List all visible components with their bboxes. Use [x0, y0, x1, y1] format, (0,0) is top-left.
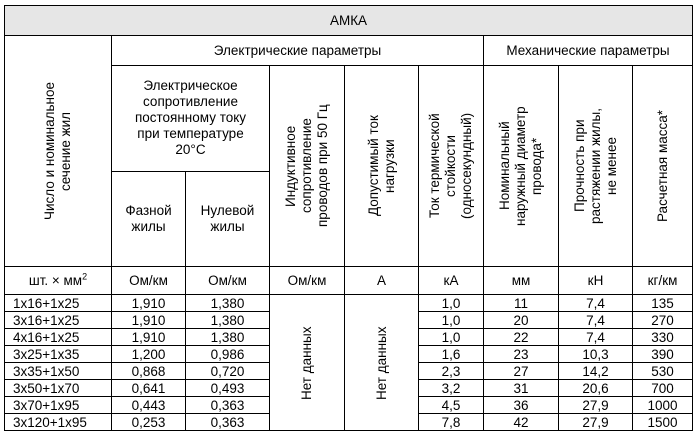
cell-thermal: 1,0 [419, 295, 484, 312]
cell-current-no-data-text: Нет данных [373, 325, 389, 400]
cell-thermal: 4,5 [419, 397, 484, 414]
header-count-section-text: Число и номинальное сечение жил [42, 82, 73, 220]
cell-mass: 270 [633, 312, 693, 329]
cell-thermal: 2,3 [419, 363, 484, 380]
cell-neutral: 0,720 [186, 363, 270, 380]
cell-strength: 7,4 [559, 295, 633, 312]
cell-phase: 0,868 [112, 363, 186, 380]
cell-inductive-no-data-text: Нет данных [299, 325, 314, 400]
cell-section: 3х16+1х25 [5, 312, 112, 329]
cell-diameter: 11 [484, 295, 559, 312]
header-thermal [419, 66, 484, 267]
unit-inductive: Ом/км [270, 267, 345, 295]
cell-section: 3х120+1х95 [5, 414, 112, 431]
cell-thermal: 1,6 [419, 346, 484, 363]
header-mass [633, 66, 693, 267]
cell-diameter: 20 [484, 312, 559, 329]
cell-phase: 1,910 [112, 329, 186, 346]
cell-thermal: 1,0 [419, 312, 484, 329]
cell-strength: 7,4 [559, 329, 633, 346]
cell-diameter: 36 [484, 397, 559, 414]
unit-mass: кг/км [633, 267, 693, 295]
unit-thermal: кА [419, 267, 484, 295]
table-row [5, 295, 693, 312]
cell-neutral: 0,363 [186, 397, 270, 414]
cell-strength: 7,4 [559, 312, 633, 329]
cell-diameter: 27 [484, 363, 559, 380]
header-phase: Фазной жилы [112, 171, 186, 266]
cell-strength: 10,3 [559, 346, 633, 363]
cell-diameter: 42 [484, 414, 559, 431]
cell-inductive-no-data [270, 295, 345, 431]
header-resistance: Электрическое сопротивление постоянному току при температуре 20°С [112, 66, 270, 172]
cell-section: 3х25+1х35 [5, 346, 112, 363]
cell-strength: 27,9 [559, 397, 633, 414]
header-inductive-text: Индуктивное сопротивление проводов при 50 Гц [283, 104, 330, 228]
unit-count-sup: 2 [82, 271, 88, 281]
cell-mass: 330 [633, 329, 693, 346]
unit-phase: Ом/км [112, 267, 186, 295]
cell-thermal: 7,8 [419, 414, 484, 431]
cell-phase: 1,910 [112, 312, 186, 329]
cell-strength: 20,6 [559, 380, 633, 397]
unit-strength: кН [559, 267, 633, 295]
header-thermal-text: Ток термической стойкости (односекундный) [427, 112, 474, 220]
cell-mass: 1000 [633, 397, 693, 414]
unit-neutral: Ом/км [186, 267, 270, 295]
unit-diameter: мм [484, 267, 559, 295]
cell-strength: 27,9 [559, 414, 633, 431]
cell-mass: 1500 [633, 414, 693, 431]
cell-thermal: 3,2 [419, 380, 484, 397]
header-current [345, 66, 419, 267]
cell-mass: 135 [633, 295, 693, 312]
header-diameter-text: Номинальный наружный диаметр провода* [497, 106, 544, 226]
header-inductive [270, 66, 345, 267]
cell-phase: 0,443 [112, 397, 186, 414]
cell-current-no-data [345, 295, 419, 431]
cell-diameter: 22 [484, 329, 559, 346]
header-mass-text: Расчетная масса* [654, 110, 670, 223]
cell-neutral: 0,493 [186, 380, 270, 397]
header-strength [559, 66, 633, 267]
cell-diameter: 23 [484, 346, 559, 363]
table-title: АМКА [5, 6, 693, 36]
cell-section: 3х50+1х70 [5, 380, 112, 397]
cell-neutral: 1,380 [186, 312, 270, 329]
unit-count [5, 267, 112, 295]
cell-mass: 700 [633, 380, 693, 397]
header-strength-text: Прочность при растяжении жилы, не менее [571, 108, 619, 224]
amka-spec-table [4, 5, 693, 431]
cell-mass: 390 [633, 346, 693, 363]
header-diameter [484, 66, 559, 267]
cell-diameter: 31 [484, 380, 559, 397]
cell-phase: 0,253 [112, 414, 186, 431]
cell-phase: 1,910 [112, 295, 186, 312]
cell-neutral: 1,380 [186, 329, 270, 346]
cell-thermal: 1,0 [419, 329, 484, 346]
cell-strength: 14,2 [559, 363, 633, 380]
cell-phase: 0,641 [112, 380, 186, 397]
cell-section: 3х35+1х50 [5, 363, 112, 380]
cell-section: 1х16+1х25 [5, 295, 112, 312]
cell-phase: 1,200 [112, 346, 186, 363]
header-group-electrical: Электрические параметры [112, 36, 484, 66]
cell-mass: 530 [633, 363, 693, 380]
header-count-section [5, 36, 112, 267]
header-group-mechanical: Механические параметры [484, 36, 693, 66]
cell-neutral: 0,986 [186, 346, 270, 363]
unit-current: А [345, 267, 419, 295]
unit-count-text: шт. × мм [28, 272, 83, 288]
header-neutral: Нулевой жилы [186, 171, 270, 266]
cell-section: 3х70+1х95 [5, 397, 112, 414]
cell-section: 4х16+1х25 [5, 329, 112, 346]
header-current-text: Допустимый ток нагрузки [365, 115, 397, 217]
cell-neutral: 1,380 [186, 295, 270, 312]
cell-neutral: 0,363 [186, 414, 270, 431]
